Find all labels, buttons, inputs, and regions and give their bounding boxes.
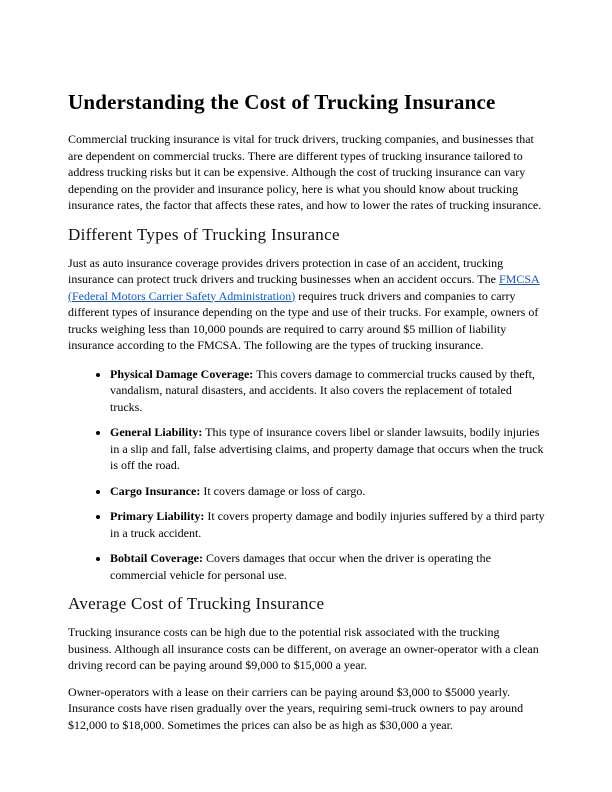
insurance-types-list bbox=[68, 366, 545, 584]
bullet-text: Covers damages that occur when the driver is operating the commercial vehicle for personal use. bbox=[110, 551, 491, 582]
section-heading-average-cost: Average Cost of Trucking Insurance bbox=[68, 594, 325, 613]
list-item bbox=[110, 366, 545, 416]
fmcsa-link[interactable]: FMCSA (Federal Motors Carrier Safety Administration) bbox=[68, 272, 540, 303]
types-paragraph bbox=[68, 255, 545, 354]
bullet-label: Primary Liability: bbox=[110, 509, 205, 523]
bullet-text: It covers damage or loss of cargo. bbox=[200, 483, 366, 498]
bullet-text: This covers damage to commercial trucks caused by theft, vandalism, natural disasters, and accidents. It also covers the replacement of totaled trucks. bbox=[110, 366, 535, 414]
bullet-text: This type of insurance covers libel or slander lawsuits, bodily injuries in a slip and fall, false advertising claims, and property damage that occurs when the truck is off the road. bbox=[110, 425, 544, 472]
list-item bbox=[110, 424, 545, 474]
section-heading-types: Different Types of Trucking Insurance bbox=[68, 224, 340, 244]
document-title: Understanding the Cost of Trucking Insurance bbox=[68, 90, 496, 114]
average-cost-paragraph-2: Owner-operators with a lease on their carriers can be paying around $3,000 to $5000 yearly. Insurance costs have risen gradually over the years, requiring semi-truck owners to pay around $12,000 to $18,000. Sometimes the prices can also be as high as $30,000 a year. bbox=[68, 684, 524, 732]
average-cost-paragraph-1: Trucking insurance costs can be high due to the potential risk associated with the trucking business. Although all insurance costs can be different, on average an owner-operator with a clean driving record can be paying around $9,000 to $15,000 a year. bbox=[68, 625, 539, 672]
list-item bbox=[110, 550, 545, 583]
bullet-label: Cargo Insurance: bbox=[110, 483, 201, 498]
bullet-label: Bobtail Coverage: bbox=[110, 551, 203, 565]
bullet-label: General Liability: bbox=[110, 425, 203, 439]
intro-paragraph: Commercial trucking insurance is vital for truck drivers, trucking companies, and businesses that are dependent on commercial trucks. There are different types of trucking insurance tailored to address trucking risks but it can be expensive. Although the cost of trucking insurance can vary depending on the provider and insurance policy, here is what you should know about trucking insurance rates, the factor that affects these rates, and how to lower the rates of trucking insurance. bbox=[68, 132, 542, 212]
types-paragraph-before-link: Just as auto insurance coverage provides drivers protection in case of an accident, trucking insurance can protect truck drivers and trucking businesses when an accident occurs. The bbox=[68, 255, 504, 286]
bullet-text: It covers property damage and bodily injuries suffered by a third party in a truck accident. bbox=[110, 509, 545, 540]
types-paragraph-after-link: requires truck drivers and companies to carry different types of insurance depending on the type and use of their trucks. For example, owners of trucks weighing less than 10,000 pounds are required to carry around $5 million of liability insurance according to the FMCSA. The following are the types of trucking insurance. bbox=[68, 288, 539, 352]
list-item bbox=[110, 508, 545, 541]
bullet-label: Physical Damage Coverage: bbox=[110, 366, 254, 381]
list-item bbox=[110, 483, 545, 500]
